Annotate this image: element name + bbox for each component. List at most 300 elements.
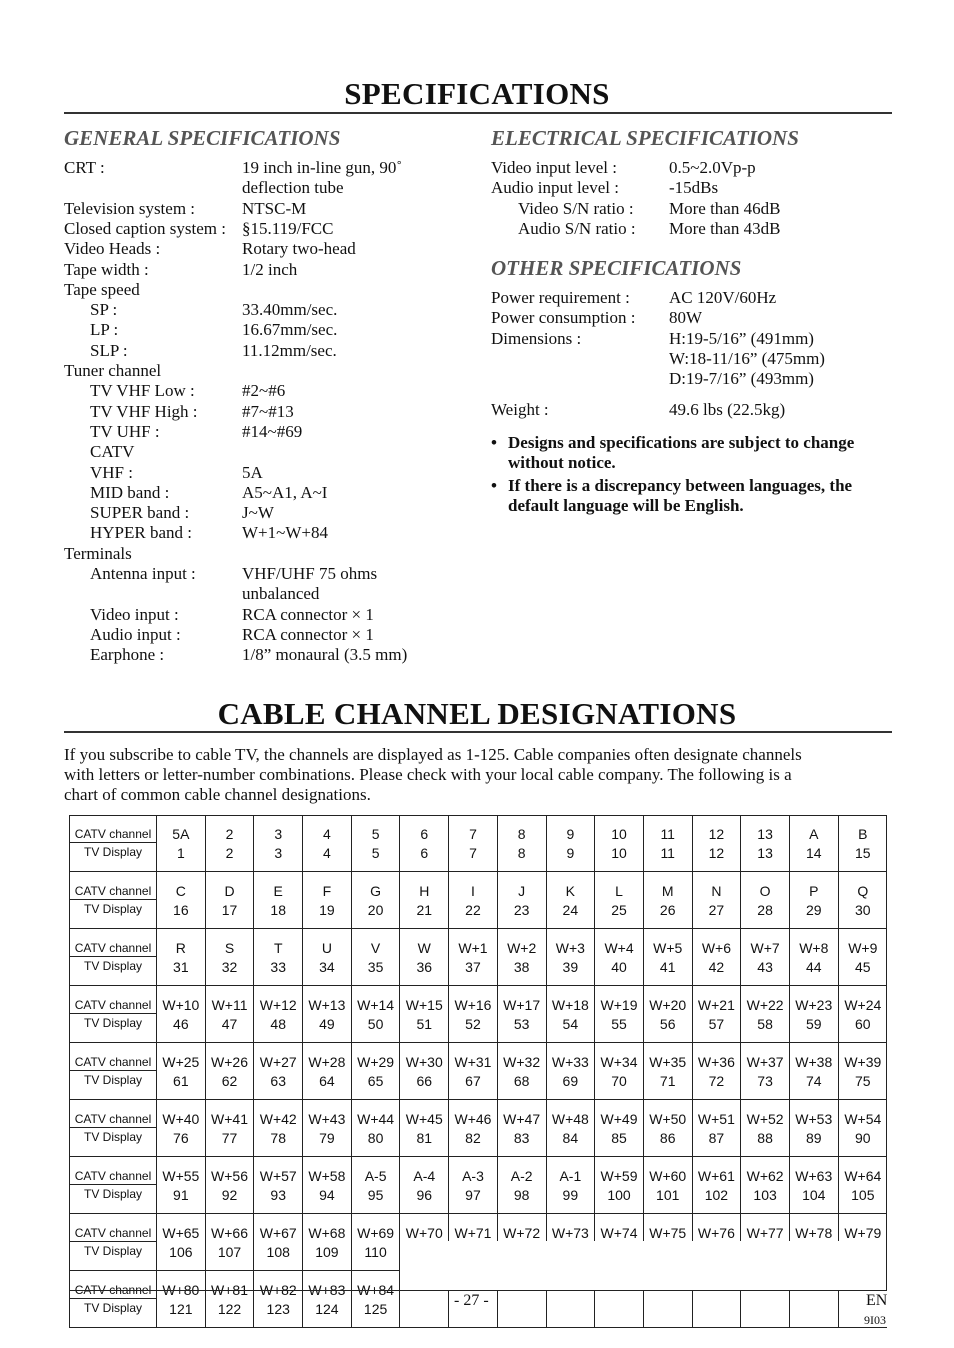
tv-cell: 125 <box>351 1299 400 1328</box>
tv-cell: 98 <box>497 1185 546 1214</box>
spec-label: Weight : <box>491 399 549 419</box>
note-2-line2: default language will be English. <box>508 496 744 515</box>
cable-intro-line: chart of common cable channel designations. <box>64 785 371 804</box>
tv-cell: 56 <box>643 1014 692 1043</box>
tv-cell: 87 <box>692 1128 741 1157</box>
tv-cell: 7 <box>449 843 498 872</box>
catv-cell: W+44 <box>351 1100 400 1128</box>
tv-cell: 91 <box>157 1185 206 1214</box>
tv-cell: 9 <box>546 843 595 872</box>
tv-cell <box>692 1299 741 1328</box>
spec-label: Video S/N ratio : <box>518 198 634 218</box>
catv-cell: 7 <box>449 815 498 843</box>
tv-cell: 82 <box>449 1128 498 1157</box>
tv-display-row <box>70 1014 888 1043</box>
catv-cell: 5A <box>157 815 206 843</box>
catv-cell: W+79 <box>838 1214 887 1242</box>
spec-label: Video Heads : <box>64 239 161 259</box>
catv-row-label: CATV channel <box>70 1271 157 1299</box>
tv-cell: 34 <box>303 957 352 986</box>
spec-label: CATV <box>90 442 135 462</box>
tv-cell: 97 <box>449 1185 498 1214</box>
catv-cell: 8 <box>497 815 546 843</box>
tv-cell: 76 <box>157 1128 206 1157</box>
catv-cell: W+1 <box>449 929 498 957</box>
tv-row-label: TV Display <box>70 1185 157 1214</box>
catv-cell: W+22 <box>741 986 790 1014</box>
tv-cell <box>643 1299 692 1328</box>
spec-label: Power requirement : <box>491 288 630 307</box>
spec-value: D:19-7/16” (493mm) <box>669 369 814 389</box>
catv-cell: H <box>400 872 449 900</box>
tv-cell: 11 <box>643 843 692 872</box>
tv-display-row <box>70 1185 888 1214</box>
tv-cell: 90 <box>838 1128 887 1157</box>
catv-cell: W+40 <box>157 1100 206 1128</box>
catv-row-label: CATV channel <box>70 872 157 900</box>
tv-cell: 12 <box>692 843 741 872</box>
tv-cell: 28 <box>741 900 790 929</box>
catv-cell: W+49 <box>595 1100 644 1128</box>
other-specs <box>491 288 891 418</box>
tv-cell: 92 <box>205 1185 254 1214</box>
tv-cell: 81 <box>400 1128 449 1157</box>
catv-cell: W+3 <box>546 929 595 957</box>
spec-value: unbalanced <box>242 584 320 604</box>
spec-row <box>64 584 464 604</box>
catv-cell: J <box>497 872 546 900</box>
catv-cell: W+69 <box>351 1214 400 1242</box>
catv-cell: W+81 <box>205 1271 254 1299</box>
tv-cell: 37 <box>449 957 498 986</box>
catv-cell: W+38 <box>789 1043 838 1071</box>
catv-cell: W+24 <box>838 986 887 1014</box>
spec-value: #14~#69 <box>242 421 303 441</box>
tv-cell: 101 <box>643 1185 692 1214</box>
tv-row-label: TV Display <box>70 843 157 872</box>
spec-label: Tape speed <box>64 279 140 299</box>
tv-cell: 103 <box>741 1185 790 1214</box>
catv-cell: W+43 <box>303 1100 352 1128</box>
tv-cell <box>400 1299 449 1328</box>
spec-label: Terminals <box>64 543 132 563</box>
catv-cell: W+55 <box>157 1157 206 1185</box>
tv-cell: 65 <box>351 1071 400 1100</box>
catv-cell: 9 <box>546 815 595 843</box>
tv-cell: 105 <box>838 1185 887 1214</box>
tv-cell: 124 <box>303 1299 352 1328</box>
spec-label: Tape width : <box>64 259 149 279</box>
catv-cell: W+20 <box>643 986 692 1014</box>
catv-cell: W+41 <box>205 1100 254 1128</box>
catv-cell: W+58 <box>303 1157 352 1185</box>
note-1-line2: without notice. <box>508 453 616 472</box>
spec-label: Closed caption system : <box>64 218 226 238</box>
tv-cell: 54 <box>546 1014 595 1043</box>
catv-cell: A-5 <box>351 1157 400 1185</box>
spec-label: Power consumption : <box>491 308 636 328</box>
tv-cell <box>789 1299 838 1328</box>
spec-value: -15dBs <box>669 178 719 198</box>
tv-display-row <box>70 1071 888 1100</box>
spec-label: Antenna input : <box>90 564 196 583</box>
tv-cell: 89 <box>789 1128 838 1157</box>
catv-cell: W+18 <box>546 986 595 1014</box>
catv-cell: W+10 <box>157 986 206 1014</box>
spec-row <box>64 260 464 280</box>
tv-cell: 108 <box>254 1242 303 1271</box>
tv-cell: 1 <box>157 843 206 872</box>
catv-cell: W+30 <box>400 1043 449 1071</box>
catv-cell: W+72 <box>497 1214 546 1242</box>
catv-cell: W+70 <box>400 1214 449 1242</box>
tv-cell: 50 <box>351 1014 400 1043</box>
catv-cell: W+71 <box>449 1214 498 1242</box>
tv-cell: 88 <box>741 1128 790 1157</box>
catv-cell: 10 <box>595 815 644 843</box>
spec-value: J~W <box>242 503 274 523</box>
catv-cell: W+66 <box>205 1214 254 1242</box>
spec-label: LP : <box>90 320 119 340</box>
tv-cell: 15 <box>838 843 887 872</box>
spec-label: Dimensions : <box>491 328 582 348</box>
catv-cell: W+34 <box>595 1043 644 1071</box>
catv-cell: A <box>789 815 838 843</box>
catv-cell: 6 <box>400 815 449 843</box>
catv-cell: E <box>254 872 303 900</box>
catv-cell: W+33 <box>546 1043 595 1071</box>
tv-cell: 13 <box>741 843 790 872</box>
spec-label: TV VHF High : <box>90 401 198 421</box>
tv-cell: 104 <box>789 1185 838 1214</box>
doc-code: 9I03 <box>864 1313 886 1327</box>
tv-cell: 45 <box>838 957 887 986</box>
spec-row <box>64 523 464 543</box>
tv-cell: 31 <box>157 957 206 986</box>
tv-cell: 77 <box>205 1128 254 1157</box>
spec-row <box>64 300 464 320</box>
tv-cell: 70 <box>595 1071 644 1100</box>
catv-cell: W+47 <box>497 1100 546 1128</box>
tv-cell: 84 <box>546 1128 595 1157</box>
spec-row <box>64 544 464 564</box>
tv-cell: 79 <box>303 1128 352 1157</box>
tv-cell: 86 <box>643 1128 692 1157</box>
tv-cell: 22 <box>449 900 498 929</box>
note-2-line1: If there is a discrepancy between languages, the <box>508 476 853 495</box>
catv-cell: W+83 <box>303 1271 352 1299</box>
catv-cell: 3 <box>254 815 303 843</box>
tv-cell <box>497 1299 546 1328</box>
spec-row <box>64 199 464 219</box>
catv-cell: W+42 <box>254 1100 303 1128</box>
tv-cell: 43 <box>741 957 790 986</box>
tv-cell: 3 <box>254 843 303 872</box>
catv-cell: L <box>595 872 644 900</box>
spec-label: Video input level : <box>491 158 617 177</box>
catv-cell: W+12 <box>254 986 303 1014</box>
spec-row <box>64 341 464 361</box>
spec-row <box>491 329 891 349</box>
tv-cell: 67 <box>449 1071 498 1100</box>
spec-row <box>491 178 891 198</box>
tv-cell: 110 <box>351 1242 400 1271</box>
cable-intro-line: with letters or letter-number combinations. Please check with your local cable company. The following is a <box>64 765 792 784</box>
spec-row <box>64 564 464 584</box>
spec-label: TV UHF : <box>90 421 160 441</box>
spec-row <box>64 625 464 645</box>
spec-row <box>491 199 891 219</box>
catv-row <box>70 1043 888 1071</box>
tv-row-label: TV Display <box>70 1299 157 1328</box>
tv-row-label: TV Display <box>70 957 157 986</box>
catv-cell: W+2 <box>497 929 546 957</box>
tv-row-label: TV Display <box>70 1128 157 1157</box>
electrical-heading: ELECTRICAL SPECIFICATIONS <box>491 126 799 150</box>
catv-cell: W+82 <box>254 1271 303 1299</box>
catv-cell: W+84 <box>351 1271 400 1299</box>
tv-cell: 102 <box>692 1185 741 1214</box>
spec-row <box>64 219 464 239</box>
catv-cell: 5 <box>351 815 400 843</box>
catv-cell: W+68 <box>303 1214 352 1242</box>
spec-row <box>64 605 464 625</box>
catv-cell: W+56 <box>205 1157 254 1185</box>
tv-cell: 29 <box>789 900 838 929</box>
tv-cell: 30 <box>838 900 887 929</box>
catv-cell: W+63 <box>789 1157 838 1185</box>
tv-cell: 100 <box>595 1185 644 1214</box>
catv-row <box>70 815 888 843</box>
spec-label: Audio S/N ratio : <box>518 218 636 238</box>
tv-cell: 41 <box>643 957 692 986</box>
catv-cell: N <box>692 872 741 900</box>
tv-cell: 58 <box>741 1014 790 1043</box>
tv-cell: 27 <box>692 900 741 929</box>
spec-value: 49.6 lbs (22.5kg) <box>669 399 786 419</box>
catv-cell: W+53 <box>789 1100 838 1128</box>
catv-row <box>70 872 888 900</box>
catv-cell: W+16 <box>449 986 498 1014</box>
tv-cell: 55 <box>595 1014 644 1043</box>
tv-cell: 8 <box>497 843 546 872</box>
spec-row <box>64 483 464 503</box>
catv-row <box>70 1214 888 1242</box>
spec-label: SP : <box>90 300 118 320</box>
tv-cell: 14 <box>789 843 838 872</box>
catv-cell: A-4 <box>400 1157 449 1185</box>
catv-cell: W+62 <box>741 1157 790 1185</box>
catv-cell: W+77 <box>741 1214 790 1242</box>
spec-value: VHF/UHF 75 ohms <box>242 564 378 583</box>
catv-cell: W+9 <box>838 929 887 957</box>
tv-cell: 107 <box>205 1242 254 1271</box>
catv-cell: W+59 <box>595 1157 644 1185</box>
catv-cell: 12 <box>692 815 741 843</box>
catv-cell: W+76 <box>692 1214 741 1242</box>
catv-cell: W+31 <box>449 1043 498 1071</box>
catv-cell: B <box>838 815 887 843</box>
catv-row-label: CATV channel <box>70 1157 157 1185</box>
spec-label: TV VHF Low : <box>90 381 195 401</box>
cable-intro-line: If you subscribe to cable TV, the channels are displayed as 1-125. Cable companies often designate channels <box>64 745 802 764</box>
tv-display-row <box>70 843 888 872</box>
general-specs <box>64 158 464 678</box>
tv-cell: 5 <box>351 843 400 872</box>
spec-row <box>64 442 464 462</box>
tv-cell: 17 <box>205 900 254 929</box>
spec-label: SUPER band : <box>90 503 190 523</box>
spec-row <box>491 369 891 389</box>
tv-cell: 21 <box>400 900 449 929</box>
spec-value: Rotary two-head <box>242 239 356 259</box>
tv-cell: 68 <box>497 1071 546 1100</box>
catv-cell: W+27 <box>254 1043 303 1071</box>
spec-value: #2~#6 <box>242 381 286 401</box>
tv-cell: 106 <box>157 1242 206 1271</box>
spec-value: 19 inch in-line gun, 90˚ <box>242 158 403 177</box>
catv-cell: W+39 <box>838 1043 887 1071</box>
spec-label: CRT : <box>64 158 105 177</box>
tv-cell: 16 <box>157 900 206 929</box>
tv-cell: 73 <box>741 1071 790 1100</box>
catv-cell: 2 <box>205 815 254 843</box>
catv-cell: W+65 <box>157 1214 206 1242</box>
spec-value: 33.40mm/sec. <box>242 300 338 320</box>
catv-cell: W+78 <box>789 1214 838 1242</box>
tv-cell: 44 <box>789 957 838 986</box>
tv-cell: 35 <box>351 957 400 986</box>
catv-cell: W+5 <box>643 929 692 957</box>
tv-cell <box>546 1299 595 1328</box>
tv-cell: 93 <box>254 1185 303 1214</box>
spec-row <box>491 219 891 239</box>
spec-row <box>64 178 464 198</box>
spec-value: More than 46dB <box>669 198 781 218</box>
tv-cell: 60 <box>838 1014 887 1043</box>
catv-cell: K <box>546 872 595 900</box>
spec-value: 16.67mm/sec. <box>242 320 338 340</box>
tv-cell: 10 <box>595 843 644 872</box>
tv-cell: 71 <box>643 1071 692 1100</box>
spec-value: More than 43dB <box>669 218 781 238</box>
catv-cell: G <box>351 872 400 900</box>
catv-cell: W+57 <box>254 1157 303 1185</box>
spec-value: §15.119/FCC <box>242 218 334 238</box>
spec-value: 5A <box>242 462 263 482</box>
spec-row <box>491 349 891 369</box>
catv-cell: V <box>351 929 400 957</box>
other-heading: OTHER SPECIFICATIONS <box>491 256 742 280</box>
spec-row <box>64 402 464 422</box>
catv-cell: W+51 <box>692 1100 741 1128</box>
catv-cell: W+36 <box>692 1043 741 1071</box>
catv-cell: W+45 <box>400 1100 449 1128</box>
catv-cell: W+64 <box>838 1157 887 1185</box>
catv-cell: W+37 <box>741 1043 790 1071</box>
tv-cell: 85 <box>595 1128 644 1157</box>
tv-cell: 59 <box>789 1014 838 1043</box>
cable-title: CABLE CHANNEL DESIGNATIONS <box>217 696 737 731</box>
catv-cell: A-3 <box>449 1157 498 1185</box>
cable-title-rule <box>64 731 892 733</box>
catv-row-label: CATV channel <box>70 929 157 957</box>
catv-cell: U <box>303 929 352 957</box>
catv-cell: F <box>303 872 352 900</box>
tv-cell: 18 <box>254 900 303 929</box>
spec-label: VHF : <box>90 462 133 482</box>
tv-cell: 32 <box>205 957 254 986</box>
tv-cell: 99 <box>546 1185 595 1214</box>
spec-value: AC 120V/60Hz <box>669 288 777 307</box>
tv-display-row <box>70 900 888 929</box>
tv-cell: 94 <box>303 1185 352 1214</box>
spec-label: Video input : <box>90 604 179 624</box>
spec-row <box>64 381 464 401</box>
catv-row-label: CATV channel <box>70 815 157 843</box>
spec-row <box>64 422 464 442</box>
spec-value: NTSC-M <box>242 198 307 218</box>
tv-cell: 6 <box>400 843 449 872</box>
spec-label: Television system : <box>64 198 196 218</box>
catv-cell: W+29 <box>351 1043 400 1071</box>
tv-cell: 83 <box>497 1128 546 1157</box>
catv-row <box>70 929 888 957</box>
catv-cell: P <box>789 872 838 900</box>
spec-row <box>491 400 891 420</box>
tv-cell: 53 <box>497 1014 546 1043</box>
note-1-line1: Designs and specifications are subject to change <box>508 433 855 452</box>
catv-cell: W+61 <box>692 1157 741 1185</box>
catv-cell: W+74 <box>595 1214 644 1242</box>
note-bullet: • <box>491 476 497 495</box>
tv-cell: 38 <box>497 957 546 986</box>
tv-cell: 80 <box>351 1128 400 1157</box>
catv-cell: W+32 <box>497 1043 546 1071</box>
tv-cell: 39 <box>546 957 595 986</box>
spec-label: Tuner channel <box>64 361 162 380</box>
spec-value: W:18-11/16” (475mm) <box>669 348 825 368</box>
catv-cell: W+11 <box>205 986 254 1014</box>
catv-cell: W+19 <box>595 986 644 1014</box>
catv-cell: 13 <box>741 815 790 843</box>
tv-cell: 51 <box>400 1014 449 1043</box>
table-blank-area <box>400 1241 886 1290</box>
tv-cell: 121 <box>157 1299 206 1328</box>
catv-cell: W <box>400 929 449 957</box>
tv-cell: 19 <box>303 900 352 929</box>
tv-cell: 109 <box>303 1242 352 1271</box>
tv-cell: 66 <box>400 1071 449 1100</box>
catv-cell: I <box>449 872 498 900</box>
note-bullet: • <box>491 433 497 452</box>
tv-cell <box>595 1299 644 1328</box>
catv-cell: W+73 <box>546 1214 595 1242</box>
spec-row <box>64 320 464 340</box>
catv-cell: 4 <box>303 815 352 843</box>
catv-cell: W+23 <box>789 986 838 1014</box>
spec-row <box>64 280 464 300</box>
tv-cell: 63 <box>254 1071 303 1100</box>
electrical-specs <box>491 158 891 248</box>
catv-cell: M <box>643 872 692 900</box>
catv-cell: W+4 <box>595 929 644 957</box>
tv-row-label: TV Display <box>70 1014 157 1043</box>
tv-cell: 52 <box>449 1014 498 1043</box>
catv-cell: W+50 <box>643 1100 692 1128</box>
catv-cell: W+52 <box>741 1100 790 1128</box>
catv-cell: T <box>254 929 303 957</box>
